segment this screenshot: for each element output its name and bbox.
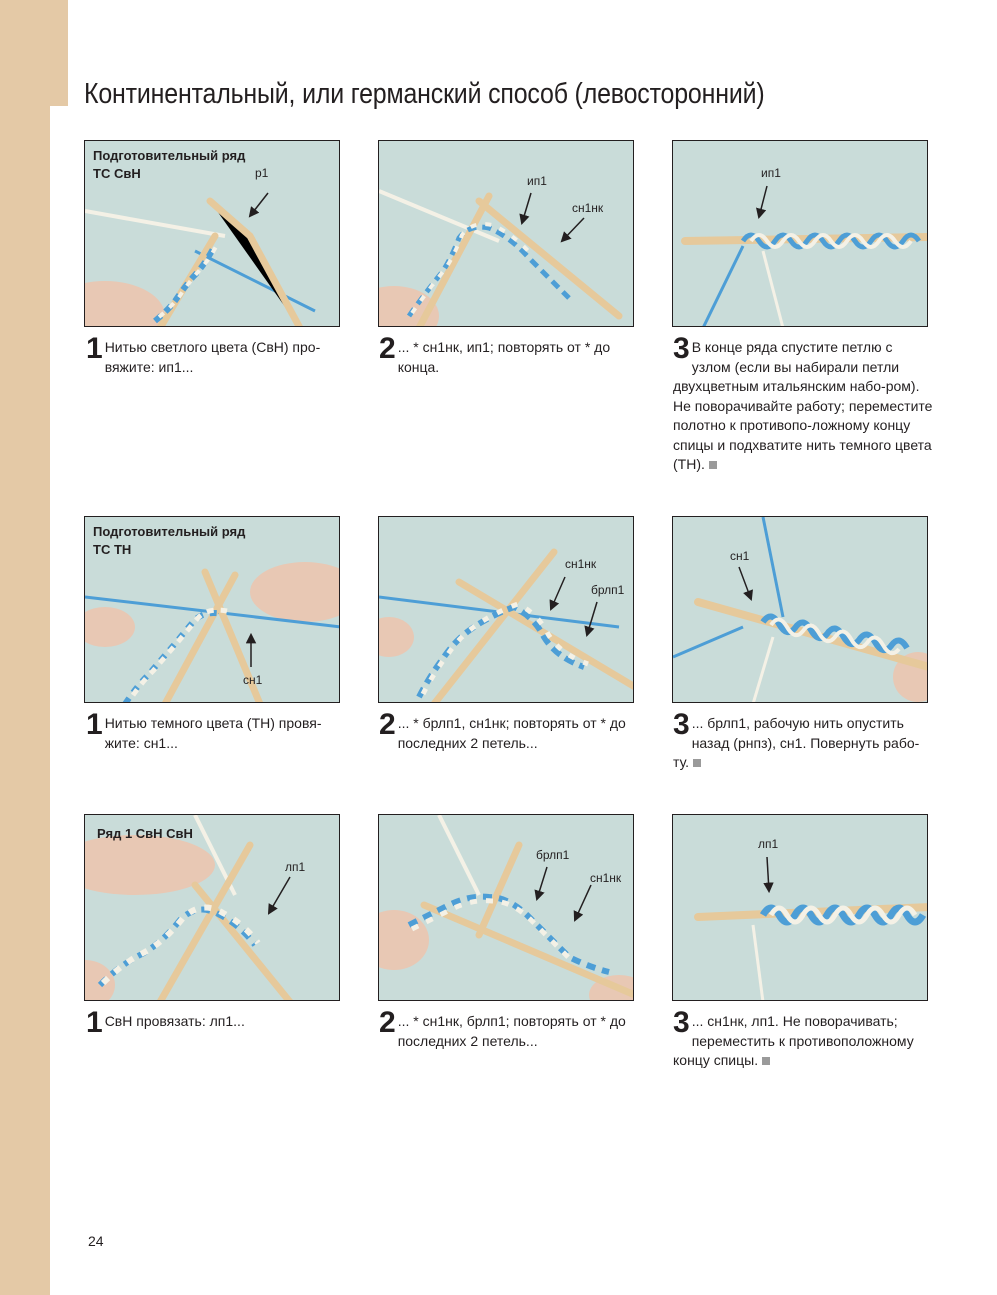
photo-annotation: сн1 — [730, 549, 750, 563]
photo-label-line: Подготовительный ряд — [93, 524, 246, 539]
photo-annotation: сн1нк — [572, 201, 604, 215]
photo-label — [93, 523, 245, 559]
photo-label — [97, 825, 193, 843]
step-text: ... * брлп1, сн1нк; повторять от * до последних 2 петель... — [397, 715, 626, 751]
photo-row2-step1 — [84, 516, 340, 703]
step-row2-2 — [379, 708, 641, 753]
knitting-photo-illustration — [379, 815, 634, 1001]
step-number: 1 — [86, 332, 102, 365]
photo-annotation: ип1 — [527, 174, 547, 188]
step-text: ... * сн1нк, ип1; повторять от * до конца. — [397, 339, 611, 375]
photo-annotation: ип1 — [761, 166, 781, 180]
step-text: Нитью темного цвета (ТН) провя-жите: сн1... — [104, 715, 322, 751]
step-row3-1 — [86, 1006, 348, 1039]
photo-row1-step2 — [378, 140, 634, 327]
step-number: 2 — [379, 332, 395, 365]
step-number: 3 — [673, 708, 689, 741]
step-text: Нитью светлого цвета (СвН) про-вяжите: ип1... — [104, 339, 321, 375]
knitting-photo-illustration — [379, 141, 634, 327]
photo-row2-step2 — [378, 516, 634, 703]
step-row2-1 — [86, 708, 348, 753]
photo-row1-step1 — [84, 140, 340, 327]
photo-label-line: Подготовительный ряд — [93, 148, 246, 163]
photo-annotation: лп1 — [758, 837, 779, 851]
photo-annotation: брлп1 — [536, 848, 570, 862]
step-text: ... брлп1, рабочую нить опустить назад (рнпз), сн1. Повернуть рабо-ту. — [673, 715, 920, 770]
step-text: В конце ряда спустите петлю с узлом (если вы набирали петли двухцветным итальянским набо-ром). Не поворачивайте работу; переместите полотно к противопо-ложному концу спицы и подхватите нить темного цвета (ТН). — [673, 339, 933, 472]
end-mark-icon — [709, 461, 717, 469]
step-number: 3 — [673, 1006, 689, 1039]
photo-row3-step3 — [672, 814, 928, 1001]
photo-annotation: лп1 — [285, 860, 306, 874]
step-row3-3 — [673, 1006, 935, 1071]
photo-label — [93, 147, 245, 183]
step-number: 2 — [379, 1006, 395, 1039]
photo-annotation: сн1нк — [565, 557, 597, 571]
photo-row3-step2 — [378, 814, 634, 1001]
step-number: 1 — [86, 1006, 102, 1039]
step-number: 2 — [379, 708, 395, 741]
page-title: Континентальный, или германский способ (левосторонний) — [84, 78, 765, 110]
knitting-photo-illustration — [673, 815, 928, 1001]
end-mark-icon — [762, 1057, 770, 1065]
photo-annotation: сн1нк — [590, 871, 622, 885]
photo-annotation: брлп1 — [591, 583, 625, 597]
step-row1-3 — [673, 332, 935, 475]
photo-annotation: сн1 — [243, 673, 263, 687]
step-text: ... * сн1нк, брлп1; повторять от * до последних 2 петель... — [397, 1013, 626, 1049]
step-text: СвН провязать: лп1... — [104, 1013, 245, 1029]
end-mark-icon — [693, 759, 701, 767]
step-number: 1 — [86, 708, 102, 741]
photo-label-line: Ряд 1 СвН СвН — [97, 826, 193, 841]
page-number: 24 — [88, 1233, 104, 1249]
step-row1-1 — [86, 332, 348, 377]
photo-label-line: ТС ТН — [93, 542, 132, 557]
knitting-photo-illustration — [673, 141, 928, 327]
step-row2-3 — [673, 708, 935, 773]
step-row3-2 — [379, 1006, 641, 1051]
photo-label-line: ТС СвН — [93, 166, 141, 181]
photo-row1-step3 — [672, 140, 928, 327]
photo-row2-step3 — [672, 516, 928, 703]
step-text: ... сн1нк, лп1. Не поворачивать; переместить к противоположному концу спицы. — [673, 1013, 914, 1068]
side-gap — [50, 106, 68, 1295]
step-number: 3 — [673, 332, 689, 365]
photo-row3-step1 — [84, 814, 340, 1001]
knitting-photo-illustration — [673, 517, 928, 703]
knitting-photo-illustration — [379, 517, 634, 703]
step-row1-2 — [379, 332, 641, 377]
photo-annotation: р1 — [255, 166, 269, 180]
side-band — [0, 106, 50, 1295]
